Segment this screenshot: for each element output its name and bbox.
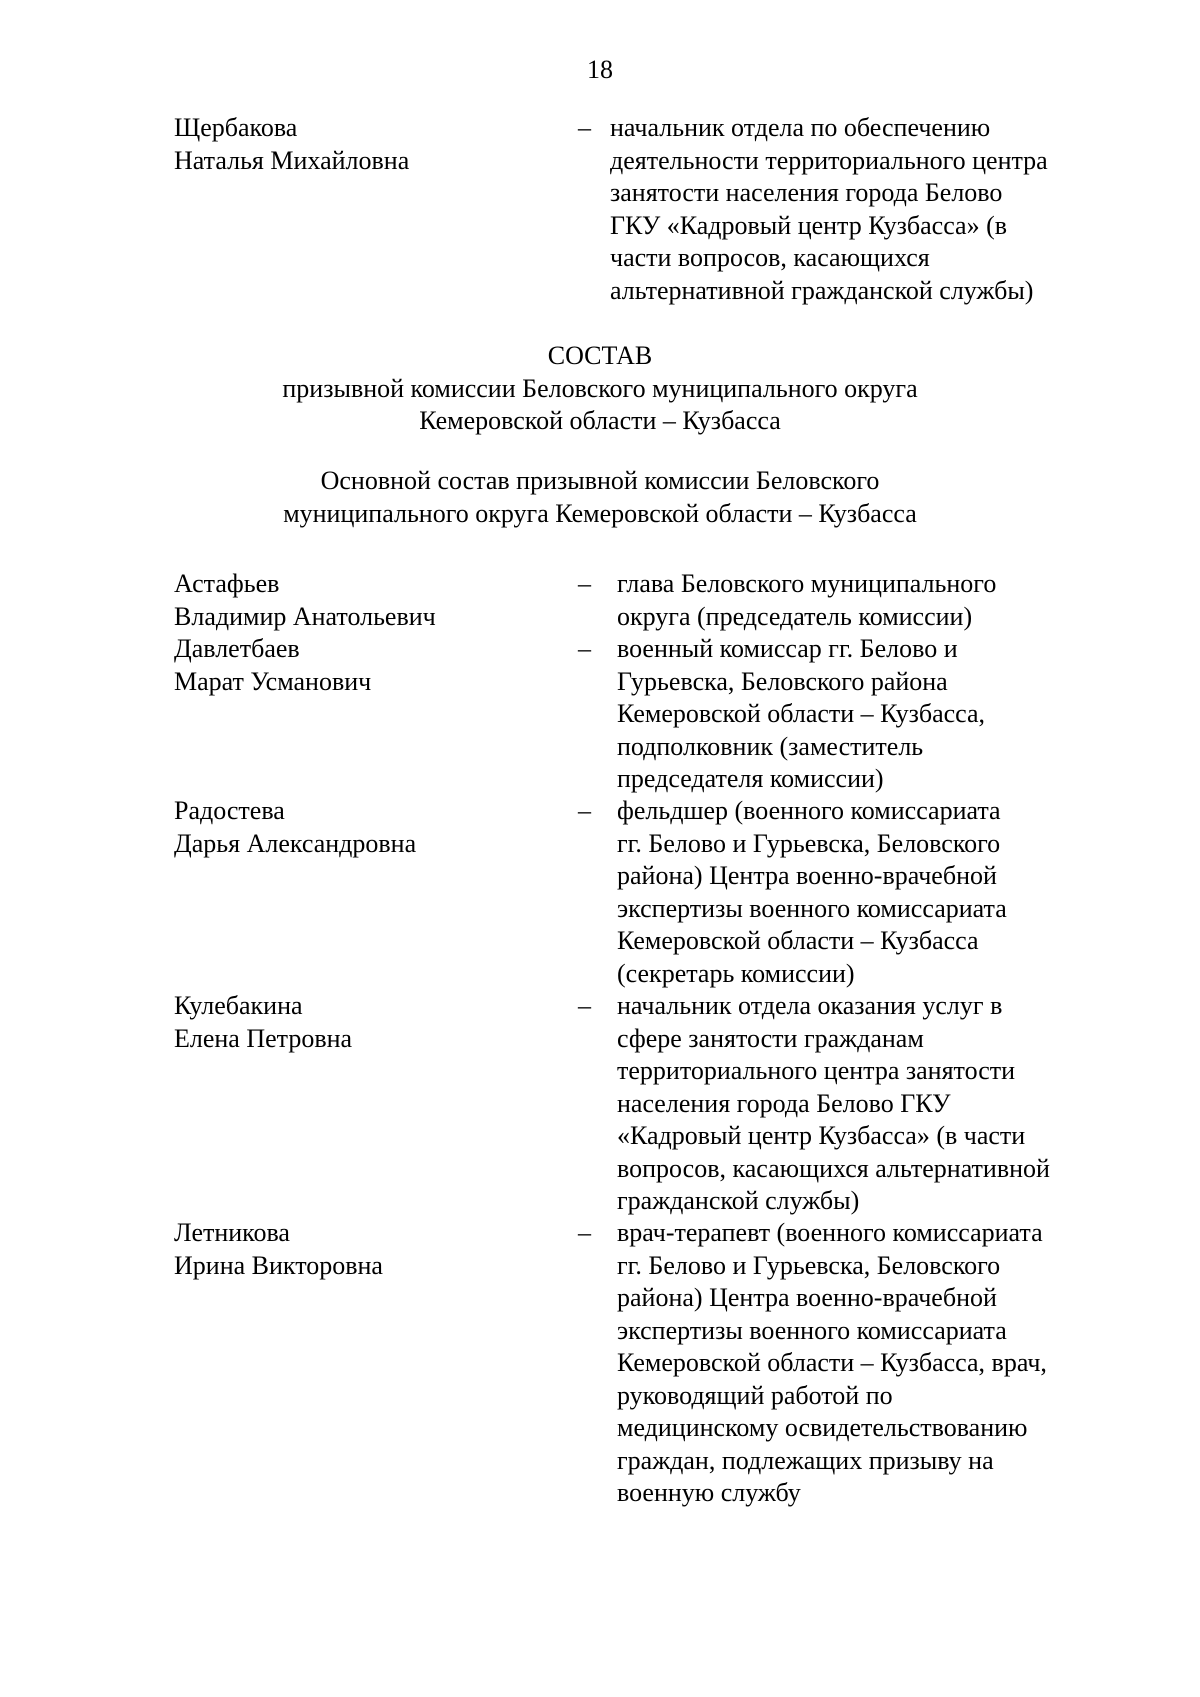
member-name bbox=[174, 1217, 574, 1282]
subheading-line-2: муниципального округа Кемеровской области – Кузбасса bbox=[283, 498, 917, 528]
member-surname: Летникова bbox=[174, 1218, 290, 1247]
member-given-names: Марат Усманович bbox=[174, 666, 372, 696]
member-description: начальник отдела по обеспечению деятельности территориального центра занятости населения города Белово ГКУ «Кадровый центр Кузбасса» (в части вопросов, касающихся альтернативной гражданской службы) bbox=[610, 113, 1048, 305]
subheading-line-1: Основной состав призывной комиссии Беловского bbox=[320, 466, 880, 495]
member-name bbox=[174, 990, 574, 1055]
member-description: врач-терапевт (военного комиссариата гг. Белово и Гурьевска, Беловского района) Центра военно-врачебной экспертизы военного комиссариата Кемеровской области – Кузбасса, врач, руководящий работой по медицинскому освидетельствованию граждан, подлежащих призыву на военную службу bbox=[617, 1218, 1047, 1507]
member-dash: – bbox=[578, 634, 591, 663]
member-dash: – bbox=[578, 113, 591, 142]
member-description: военный комиссар гг. Белово и Гурьевска, Беловского района Кемеровской области – Кузбасса, подполковник (заместитель председателя комиссии) bbox=[617, 634, 986, 793]
member-dash: – bbox=[578, 991, 591, 1020]
member-dash: – bbox=[578, 569, 591, 598]
member-dash: – bbox=[578, 796, 591, 825]
member-given-names: Дарья Александровна bbox=[174, 828, 417, 858]
page-number: 18 bbox=[587, 55, 613, 84]
member-surname: Кулебакина bbox=[174, 991, 303, 1020]
member-given-names: Ирина Викторовна bbox=[174, 1250, 383, 1280]
member-surname: Радостева bbox=[174, 796, 285, 825]
member-given-names: Наталья Михайловна bbox=[174, 145, 410, 175]
heading-title: СОСТАВ bbox=[547, 341, 653, 370]
main-composition-subheading bbox=[0, 465, 1200, 530]
member-description: глава Беловского муниципального округа (председатель комиссии) bbox=[617, 569, 997, 631]
member-name bbox=[174, 633, 574, 698]
member-description: начальник отдела оказания услуг в сфере занятости гражданам территориального центра занятости населения города Белово ГКУ «Кадровый центр Кузбасса» (в части вопросов, касающихся альтернативной гражданской службы) bbox=[617, 991, 1050, 1215]
member-surname: Астафьев bbox=[174, 569, 280, 598]
member-given-names: Елена Петровна bbox=[174, 1023, 353, 1053]
member-description: фельдшер (военного комиссариата гг. Белово и Гурьевска, Беловского района) Центра военно-врачебной экспертизы военного комиссариата Кемеровской области – Кузбасса (секретарь комиссии) bbox=[617, 796, 1007, 988]
member-name bbox=[174, 795, 574, 860]
heading-line-3: Кемеровской области – Кузбасса bbox=[419, 406, 781, 435]
composition-heading bbox=[0, 340, 1200, 438]
member-surname: Щербакова bbox=[174, 113, 298, 142]
member-name bbox=[174, 568, 574, 633]
member-dash: – bbox=[578, 1218, 591, 1247]
heading-line-2: призывной комиссии Беловского муниципального округа bbox=[282, 373, 918, 403]
member-name bbox=[174, 112, 574, 177]
member-given-names: Владимир Анатольевич bbox=[174, 601, 436, 631]
member-surname: Давлетбаев bbox=[174, 634, 300, 663]
